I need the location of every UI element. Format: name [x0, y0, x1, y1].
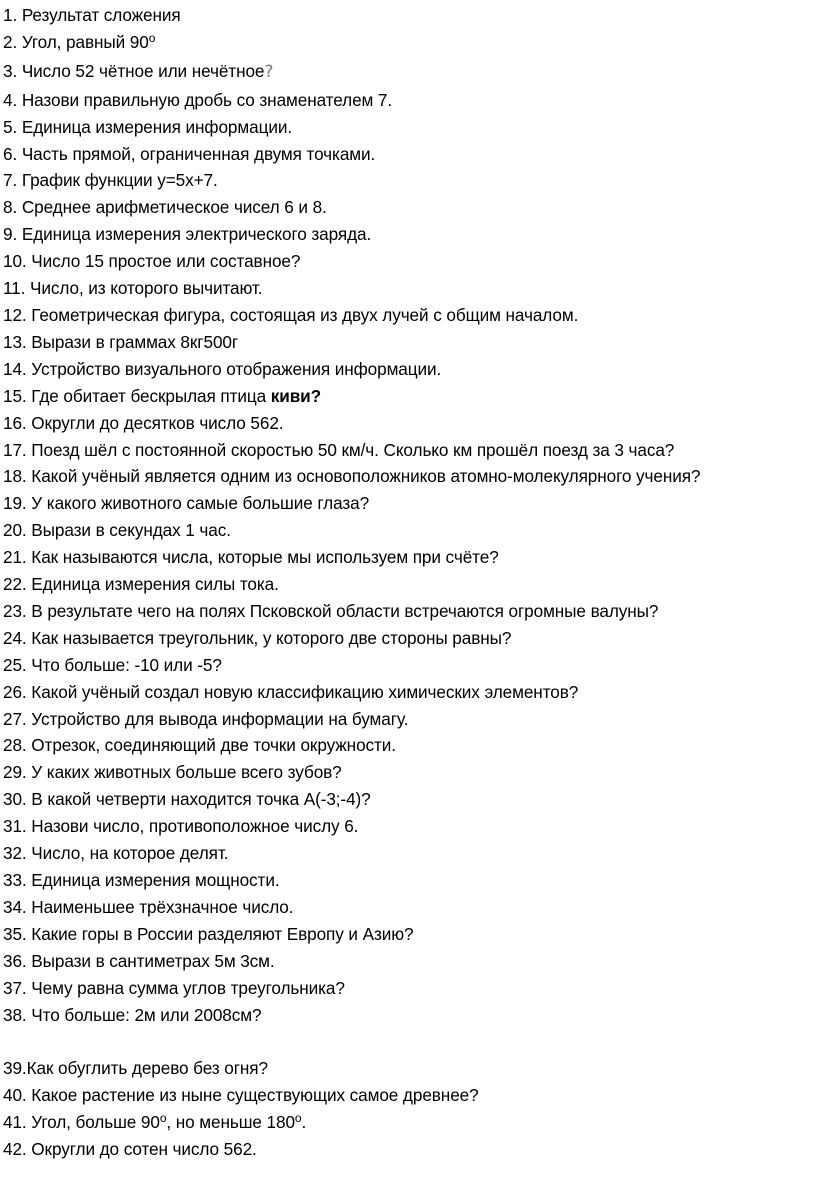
question-item: 25. Что больше: -10 или -5?	[3, 654, 222, 675]
degree-sign: о	[294, 1111, 302, 1126]
degree-sign: о	[148, 30, 156, 45]
question-item: 4. Назови правильную дробь со знаменателем 7.	[3, 89, 393, 110]
question-item: 9. Единица измерения электрического заряда.	[3, 224, 372, 245]
question-item: 11. Число, из которого вычитают.	[3, 278, 263, 299]
question-item: 20. Вырази в секундах 1 час.	[3, 520, 231, 541]
question-item: 13. Вырази в граммах 8кг500г	[3, 331, 239, 352]
question-item: 21. Как называются числа, которые мы используем при счёте?	[3, 547, 499, 568]
question-item: 30. В какой четверти находится точка А(-3;-4)?	[3, 789, 371, 810]
question-item: 1. Результат сложения	[3, 5, 181, 25]
question-item: 38. Что больше: 2м или 2008см?	[3, 1004, 262, 1025]
question-item: 32. Число, на которое делят.	[3, 843, 229, 864]
question-item: 16. Округли до десятков число 562.	[3, 412, 284, 433]
question-item: 10. Число 15 простое или составное?	[3, 251, 301, 272]
question-item: 39.Как обуглить дерево без огня?	[3, 1058, 268, 1079]
blank-line	[3, 1028, 808, 1055]
question-item: 28. Отрезок, соединяющий две точки окружности.	[3, 735, 396, 756]
question-item: 26. Какой учёный создал новую классификацию химических элементов?	[3, 681, 579, 702]
question-item: 17. Поезд шёл с постоянной скоростью 50 км/ч. Сколько км прошёл поезд за 3 часа?	[3, 439, 675, 460]
question-item: 40. Какое растение из ныне существующих самое древнее?	[3, 1085, 479, 1106]
question-item: 3. Число 52 чётное или нечётное?	[3, 60, 274, 82]
question-list	[3, 2, 808, 1163]
question-item: 37. Чему равна сумма углов треугольника?	[3, 977, 345, 998]
question-item: 41. Угол, больше $90^о$, но меньше $180^о$.	[3, 1111, 307, 1133]
question-item: 23. В результате чего на полях Псковской области встречаются огромные валуны?	[3, 600, 659, 621]
question-item: 6. Часть прямой, ограниченная двумя точками.	[3, 143, 376, 164]
question-item: 14. Устройство визуального отображения информации.	[3, 358, 442, 379]
question-item: 33. Единица измерения мощности.	[3, 870, 280, 890]
question-item: 29. У каких животных больше всего зубов?	[3, 762, 342, 783]
bold-word: киви?	[270, 385, 322, 406]
question-item: 15. Где обитает бескрылая птица киви?	[3, 385, 322, 406]
question-item: 18. Какой учёный является одним из основоположников атомно-молекулярного учения?	[3, 466, 701, 487]
question-item: 36. Вырази в сантиметрах 5м 3см.	[3, 950, 275, 971]
question-item: 42. Округли до сотен число 562.	[3, 1139, 257, 1160]
question-item: 24. Как называется треугольник, у которого две стороны равны?	[3, 627, 512, 648]
question-item: 27. Устройство для вывода информации на бумагу.	[3, 708, 409, 729]
question-item: 31. Назови число, противоположное числу 6.	[3, 816, 359, 837]
question-item: 34. Наименьшее трёхзначное число.	[3, 896, 294, 917]
question-item: 8. Среднее арифметическое чисел 6 и 8.	[3, 197, 327, 218]
degree-sign: о	[159, 1111, 167, 1126]
question-item: 12. Геометрическая фигура, состоящая из двух лучей с общим началом.	[3, 304, 579, 325]
question-item: 2. Угол, равный $90^о$	[3, 30, 156, 52]
question-item: 5. Единица измерения информации.	[3, 116, 292, 137]
question-item: 35. Какие горы в России разделяют Европу и Азию?	[3, 923, 414, 944]
question-item: 7. График функции у=5х+7.	[3, 170, 218, 191]
question-item: 19. У какого животного самые большие глаза?	[3, 493, 370, 514]
question-item: 22. Единица измерения силы тока.	[3, 574, 279, 595]
